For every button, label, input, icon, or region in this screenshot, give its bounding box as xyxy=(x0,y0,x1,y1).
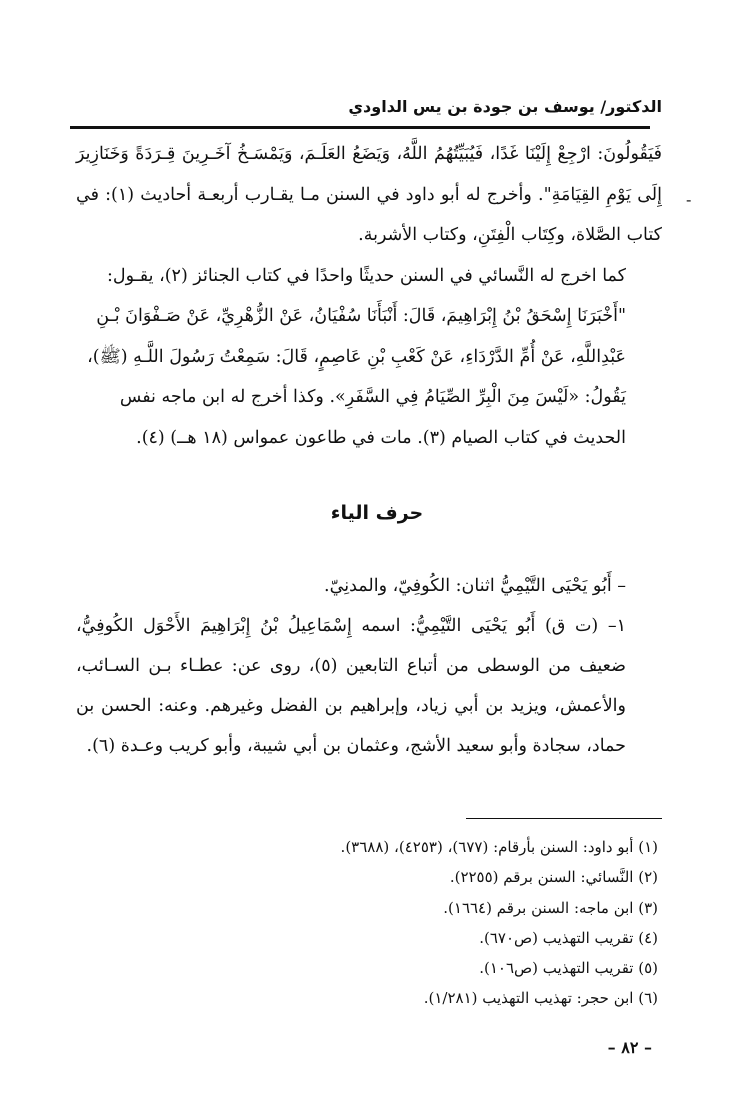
header-rule xyxy=(70,126,650,129)
footnote-4: (٤) تقريب التهذيب (ص٦٧٠). xyxy=(479,928,658,947)
body-text-top xyxy=(76,134,662,458)
margin-mark: - xyxy=(686,190,692,209)
section-heading: حرف الياء xyxy=(330,502,424,524)
footnote-separator xyxy=(466,818,662,819)
paragraph-1: فَيَقُولُونَ: ارْجِعْ إِلَيْنَا غَدًا، فَيُبَيِّتُهُمُ اللَّهُ، وَيَضَعُ العَلَـمَ، وَيَمْسَـخُ آخَـرِينَ قِـرَدَةً وَخَنَازِيرَ إِلَى يَوْمِ القِيَامَةِ". وأخرج له أبو داود في السنن مـا يقـارب أربعـة أحاديث (١): في كتاب الصَّلاة، وكِتَاب الْفِتَنِ، وكتاب الأشربة. xyxy=(76,144,662,245)
footnote-3: (٣) ابن ماجه: السنن برقم (١٦٦٤). xyxy=(443,898,658,917)
paragraph-2: كما اخرج له النَّسائي في السنن حديثًا واحدًا في كتاب الجنائز (٢)، يقـول: "أَخْبَرَنَا إِسْحَقُ بْنُ إِبْرَاهِيمَ، قَالَ: أَنْبَأَنَا سُفْيَانُ، عَنْ الزُّهْرِيِّ، عَنْ صَـفْوَانَ بْـنِ عَبْدِاللَّهِ، عَنْ أُمِّ الدَّرْدَاءِ، عَنْ كَعْبِ بْنِ عَاصِمٍ، قَالَ: سَمِعْتُ رَسُولَ اللَّـهِ (ﷺ)، يَقُولُ: «لَيْسَ مِنَ الْبِرِّ الصِّيَامُ فِي السَّفَرِ». وكذا أخرج له ابن ماجه نفس الحديث في كتاب الصيام (٣). مات في طاعون عمواس (١٨ هــ) (٤). xyxy=(87,265,626,448)
body-text-entries xyxy=(76,566,662,766)
running-header-title: الدكتور/ يوسف بن جودة بن يس الداودي xyxy=(348,97,662,116)
entry-overview: – أَبُو يَحْيَى التَّيْمِيُّ اثنان: الكُوفِيّ، والمدنِيّ. xyxy=(324,576,626,596)
footnote-5: (٥) تقريب التهذيب (ص١٠٦). xyxy=(479,959,658,978)
footnote-6: (٦) ابن حجر: تهذيب التهذيب (١/٢٨١). xyxy=(423,989,658,1008)
footnote-1: (١) أبو داود: السنن بأرقام: (٦٧٧)، (٤٢٥٣)، (٣٦٨٨). xyxy=(340,838,658,856)
footnotes xyxy=(98,832,658,1014)
page-number: – ٨٢ – xyxy=(607,1038,652,1057)
entry-1: ١– (ت ق) أَبُو يَحْيَى التَّيْمِيُّ: اسمه إِسْمَاعِيلُ بْنُ إِبْرَاهِيمَ الأَحْوَل الكُوفِيُّ، ضعيف من الوسطى من أتباع التابعين (٥)، روى عن: عطـاء بـن السـائب، والأعمش، ويزيد بن أبي زياد، وإبراهيم بن الفضل وغيرهم. وعنه: الحسن بن حماد، سجادة وأبو سعيد الأشج، وعثمان بن أبي شيبة، وأبو كريب وعـدة (٦). xyxy=(76,616,626,756)
footnote-2: (٢) النَّسائي: السنن برقم (٢٢٥٥). xyxy=(449,868,658,887)
